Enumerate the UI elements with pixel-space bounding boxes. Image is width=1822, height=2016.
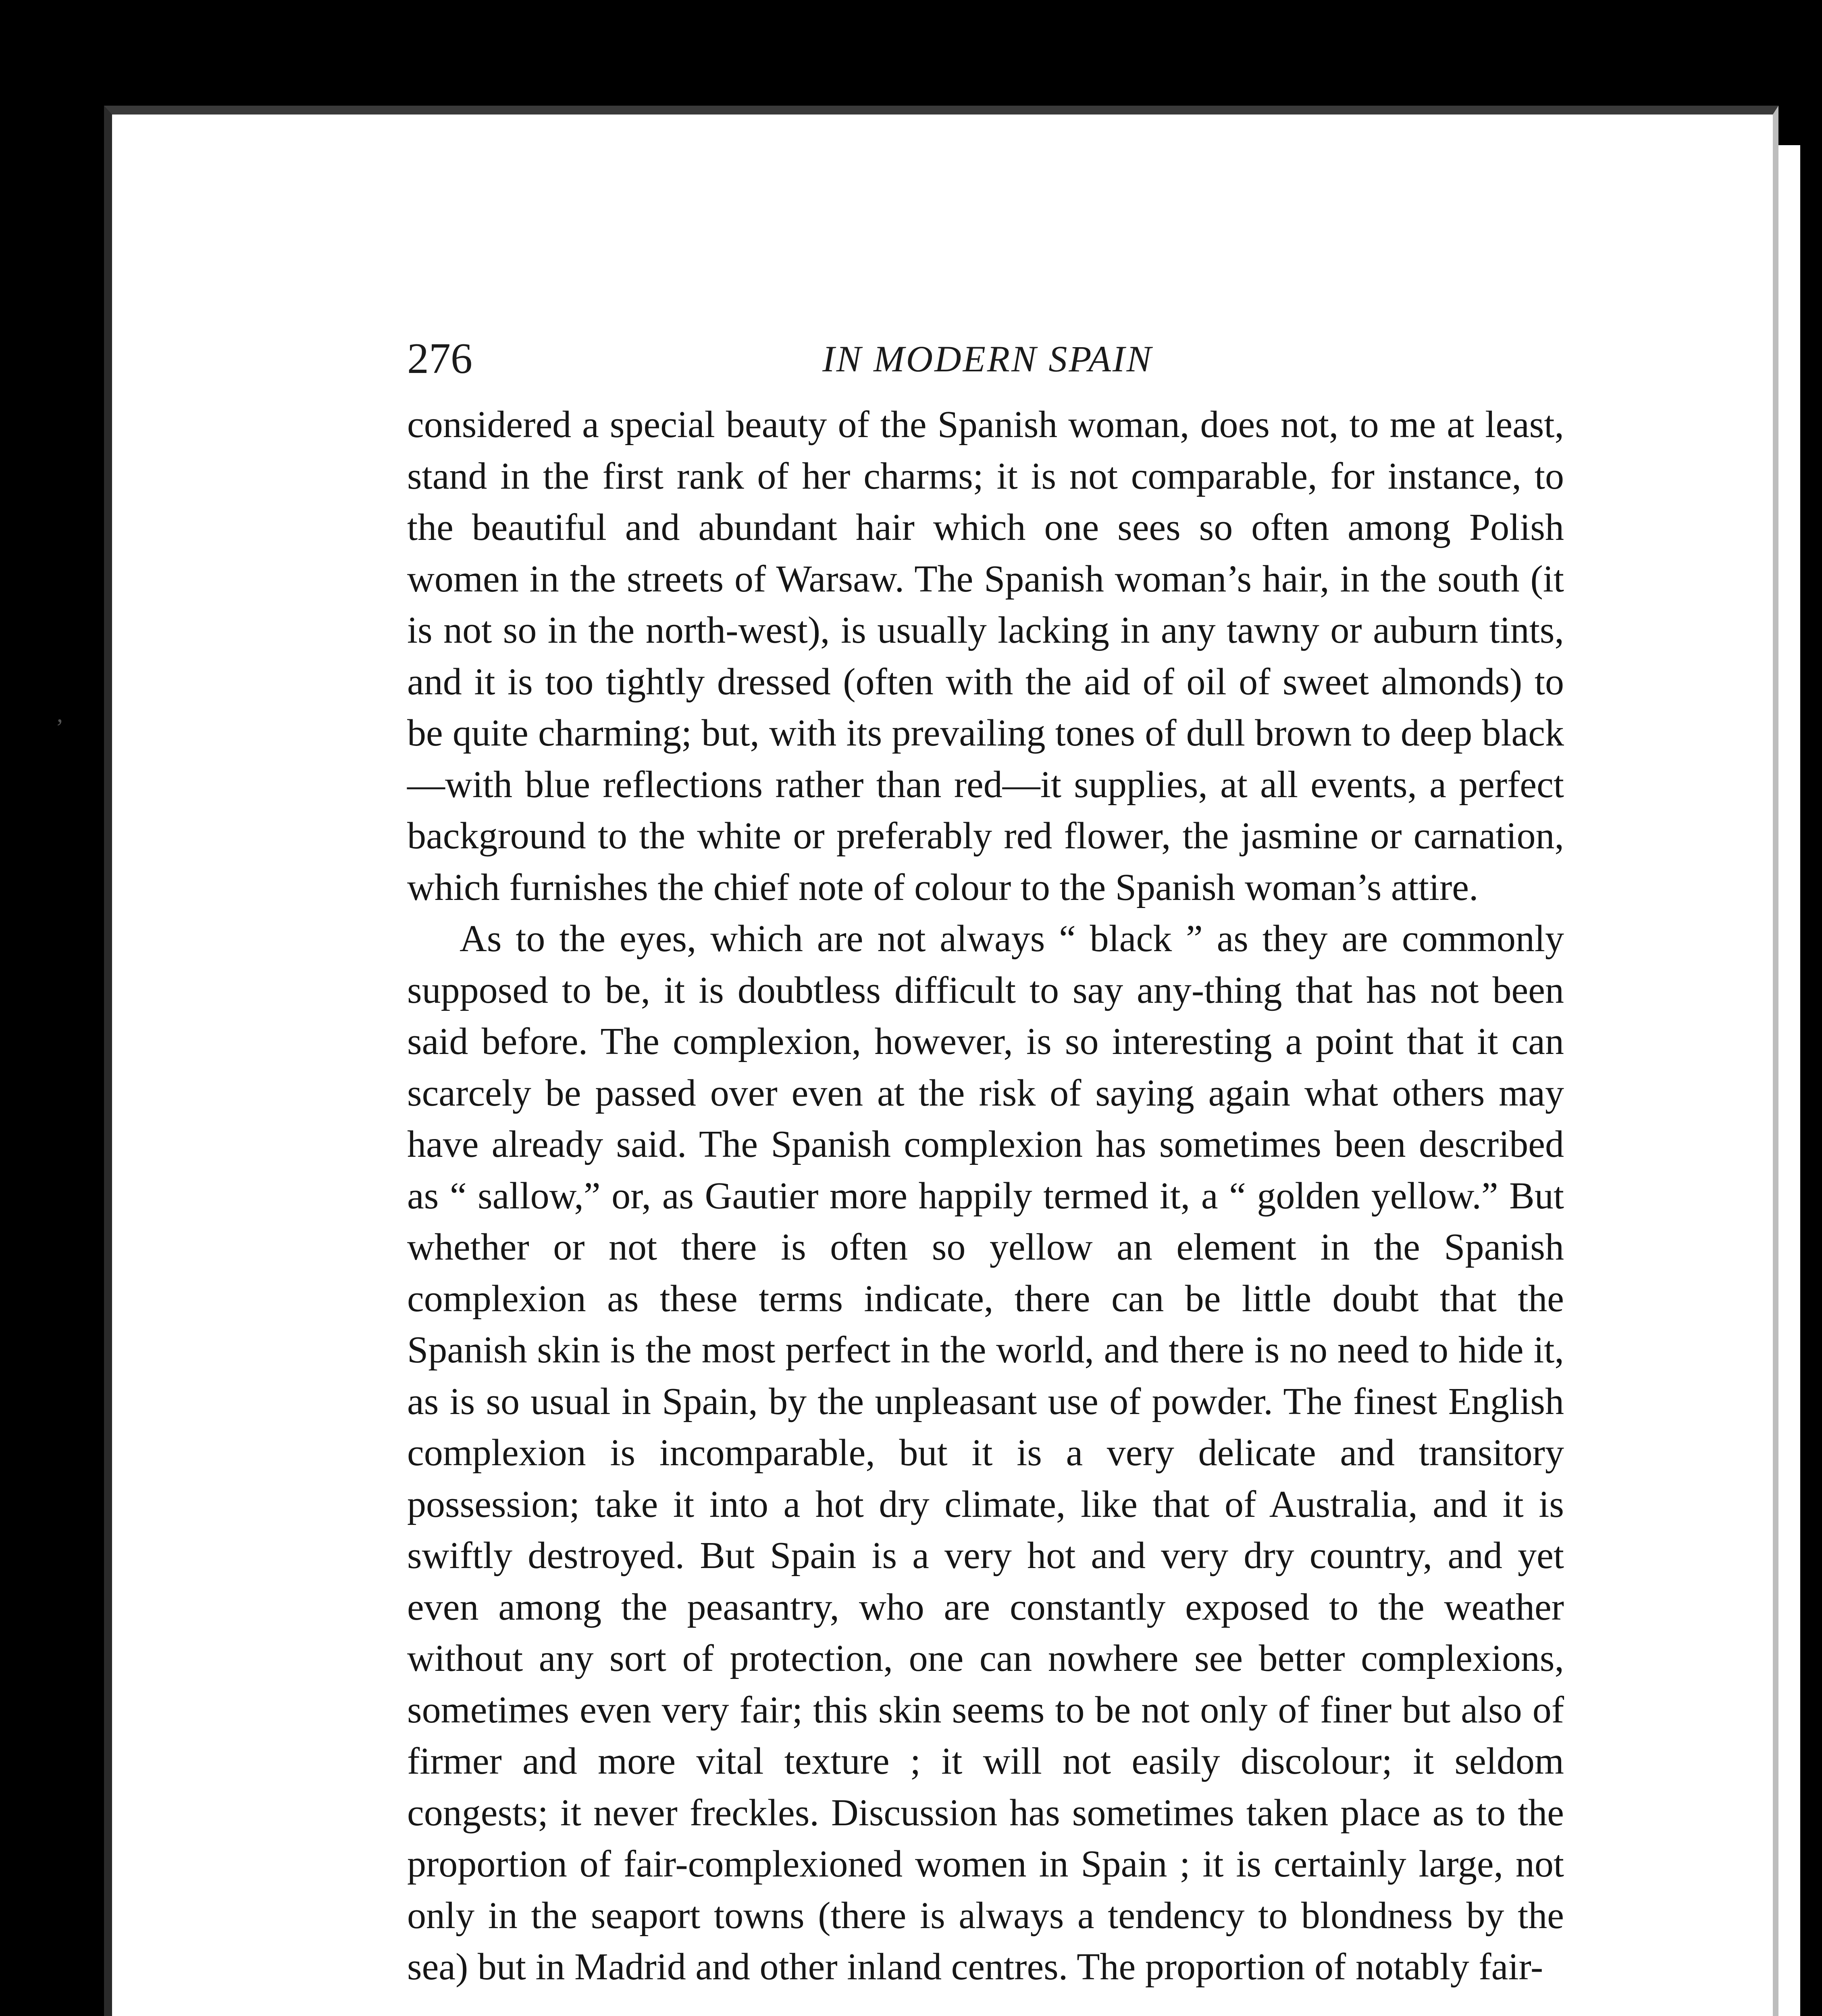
running-title: IN MODERN SPAIN <box>822 338 1153 379</box>
running-head <box>407 331 1568 387</box>
paragraph-continued: considered a special beauty of the Spanish woman, does not, to me at least, stand in the first rank of her charms; it is not comparable, for instance, to the beautiful and abundant hair which one sees so often among Polish women in the streets of Warsaw. The Spanish woman’s hair, in the south (it is not so in the north-west), is usually lacking in any tawny or auburn tints, and it is too tightly dressed (often with the aid of oil of sweet almonds) to be quite charming; but, with its prevailing tones of dull brown to deep black—with blue reflections rather than red—it supplies, at all events, a perfect background to the white or preferably red flower, the jasmine or carnation, which furnishes the chief note of colour to the Spanish woman’s attire. <box>407 404 1564 908</box>
body-text <box>407 399 1564 1993</box>
margin-speck: ʼ <box>56 714 64 741</box>
page-number: 276 <box>407 335 472 383</box>
paragraph-eyes-complexion: As to the eyes, which are not always “ black ” as they are commonly supposed to be, it is doubtless difficult to say any-thing that has not been said before. The complexion, however, is so interesting a point that it can scarcely be passed over even at the risk of saying again what others may have already said. The Spanish complexion has sometimes been described as “ sallow,” or, as Gautier more happily termed it, a “ golden yellow.” But whether or not there is often so yellow an element in the Spanish complexion as these terms indicate, there can be little doubt that the Spanish skin is the most perfect in the world, and there is no need to hide it, as is so usual in Spain, by the unpleasant use of powder. The finest English complexion is incomparable, but it is a very delicate and transitory possession; take it into a hot dry climate, like that of Australia, and it is swiftly destroyed. But Spain is a very hot and very dry country, and yet even among the peasantry, who are constantly exposed to the weather without any sort of protection, one can nowhere see better complexions, sometimes even very fair; this skin seems to be not only of finer but also of firmer and more vital texture ; it will not easily discolour; it seldom congests; it never freckles. Discussion has sometimes taken place as to the proportion of fair-complexioned women in Spain ; it is certainly large, not only in the seaport towns (there is always a tendency to blondness by the sea) but in Madrid and other inland centres. The proportion of notably fair- <box>407 918 1564 1988</box>
